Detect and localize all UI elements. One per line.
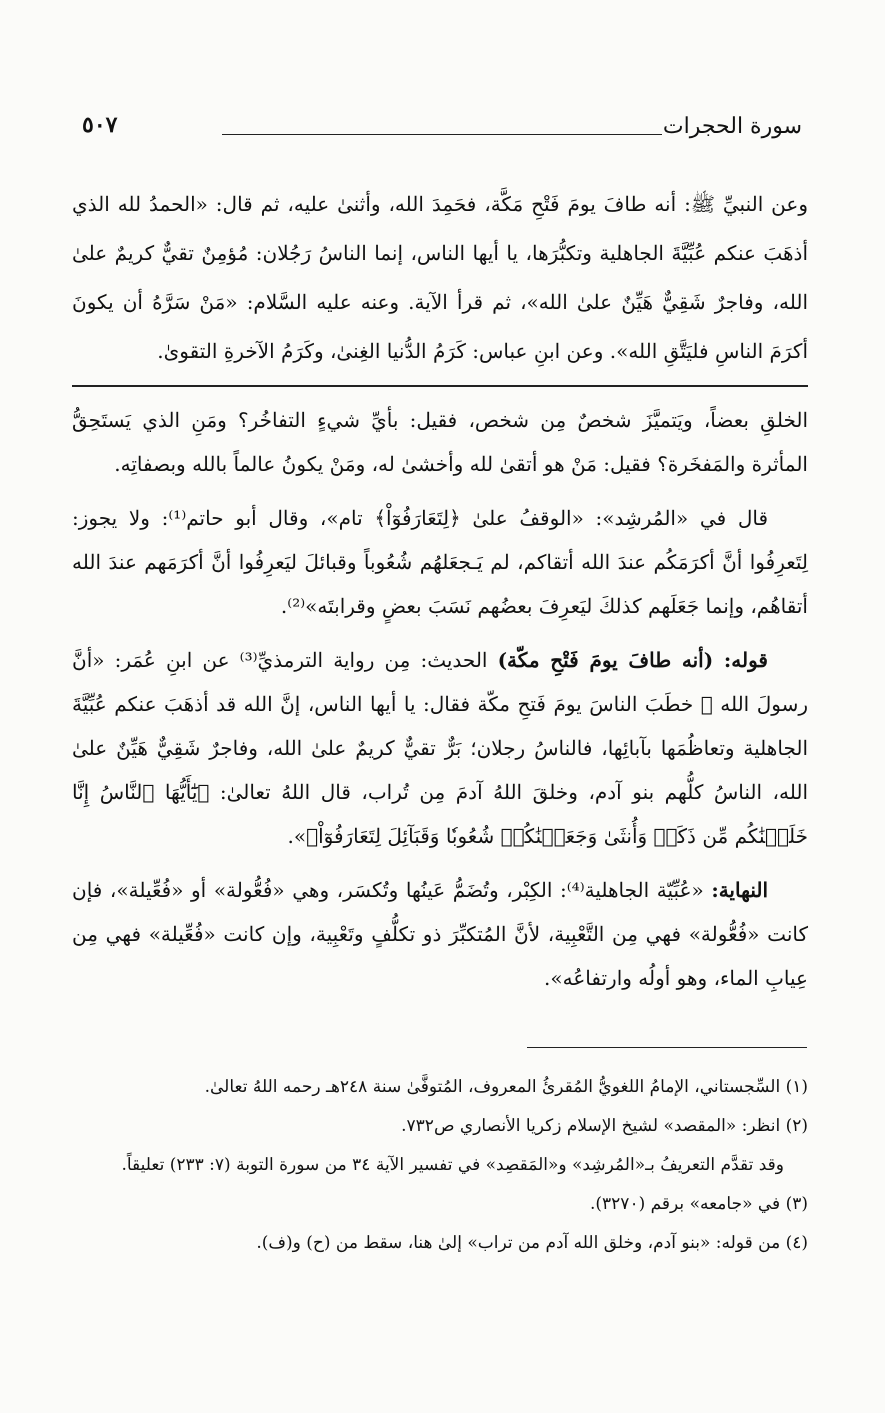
footnote: (٣) في «جامعه» برقم (٣٢٧٠). xyxy=(590,1194,808,1214)
commentary-lead: النهاية: xyxy=(711,878,768,902)
page-header xyxy=(82,112,802,152)
commentary-text: قال في «المُرشِد»: «الوقفُ علىٰ ﴿لِتَعَارَفُوٓاْ﴾ تام»، وقال أبو حاتم⁽¹⁾: ولا يجوز: لِتَعرِفُوا أنَّ أكرَمَكُم عندَ الله أتقاكم، لم يَـجعَلهُم شُعُوباً وقبائلَ ليَعرِفُوا أنَّ أكرَمَهم عندَ الله أتقاهُم، وإنما جَعَلَهم كذلكَ ليَعرِفَ بعضُهم نَسَبَ بعضٍ وقرابتَه»⁽²⁾. xyxy=(72,506,808,618)
footnote: (٢) انظر: «المقصد» لشيخ الإسلام زكريا الأنصاري ص٧٣٢. xyxy=(401,1116,808,1136)
surah-title: سورة الحجرات xyxy=(662,114,802,139)
commentary xyxy=(72,398,808,1010)
commentary-lead: قوله: (أنه طافَ يومَ فَتْحِ مكّة) xyxy=(497,648,768,672)
main-text: وعن النبيِّ ﷺ: أنه طافَ يومَ فَتْحِ مَكَّة، فحَمِدَ الله، وأثنىٰ عليه، ثم قال: «الحمدُ لله الذي أذهَبَ عنكم عُبِّيَّةَ الجاهلية وتكبُّرَها، يا أيها الناس، إنما الناسُ رَجُلان: مُؤمِنٌ تقيٌّ كريمٌ علىٰ الله، وفاجرٌ شَقِيٌّ هَيِّنٌ علىٰ الله»، ثم قرأ الآية. وعنه عليه السَّلام: «مَنْ سَرَّهُ أن يكونَ أكرَمَ الناسِ فليَتَّقِ الله». وعن ابنِ عباس: كَرَمُ الدُّنيا الغِنىٰ، وكَرَمُ الآخرةِ التقوىٰ. xyxy=(72,192,808,363)
commentary-paragraph xyxy=(72,868,808,1000)
commentary-text: الخلقِ بعضاً، ويَتميَّزَ شخصٌ مِن شخص، فقيل: بأيِّ شيءٍ التفاخُر؟ ومَنِ الذي يَستَحِقُّ المأثرة والمَفخَرة؟ فقيل: مَنْ هو أتقىٰ لله وأخشىٰ له، ومَنْ يكونُ عالماً بالله وبصفاتِه. xyxy=(72,408,808,476)
header-rule xyxy=(222,134,662,135)
commentary-paragraph xyxy=(72,398,808,486)
commentary-text: الحديث: مِن رواية الترمذيِّ⁽³⁾ عن ابنِ عُمَر: «أنَّ رسولَ الله ﷺ خطَبَ الناسَ يومَ فَتحِ مكّة فقال: يا أيها الناس، إنَّ الله قد أذهَبَ عنكم عُبِّيَّةَ الجاهلية وتعاظُمَها بآبائِها، فالناسُ رجلان؛ بَرٌّ تقيٌّ كريمٌ علىٰ الله، وفاجرٌ شَقِيٌّ هَيِّنٌ علىٰ الله، الناسُ كلُّهم بنو آدم، وخلقَ اللهُ آدمَ مِن تُراب، قال اللهُ تعالىٰ: ﴿يَٰٓأَيُّهَا ٱلنَّاسُ إِنَّا خَلَقۡنَٰكُم مِّن ذَكَرٖ وَأُنثَىٰ وَجَعَلۡنَٰكُمۡ شُعُوبٗا وَقَبَآئِلَ لِتَعَارَفُوٓاْ﴾». xyxy=(72,648,808,848)
main-text-divider xyxy=(72,385,808,387)
commentary-paragraph xyxy=(72,638,808,858)
page-number: ٥٠٧ xyxy=(82,112,118,138)
footnote: (١) السِّجستاني، الإمامُ اللغويُّ المُقرئُ المعروف، المُتوفَّىٰ سنة ٢٤٨هـ رحمه اللهُ تعالىٰ. xyxy=(204,1077,808,1097)
footnote-continuation: وقد تقدَّم التعريفُ بـ«المُرشِد» و«المَقصِد» في تفسير الآية ٣٤ من سورة التوبة (٧: ٢٣٣) تعليقاً. xyxy=(121,1155,784,1175)
commentary-paragraph xyxy=(72,496,808,628)
footnote: (٤) من قوله: «بنو آدم، وخلق الله آدم من تراب» إلىٰ هنا، سقط من (ح) و(ف). xyxy=(256,1233,808,1253)
footnote-separator xyxy=(527,1047,807,1048)
footnotes xyxy=(72,1068,808,1263)
commentary-text: «عُبِّيّة الجاهلية⁽⁴⁾: الكِبْر، وتُضَمُّ عَينُها وتُكسَر، وهي «فُعُّولة» أو «فُعِّيلة»، فإن كانت «فُعُّولة» فهي مِن التَّعْبِية، لأنَّ المُتكبِّرَ ذو تكلُّفٍ وتَعْبِية، وإن كانت «فُعِّيلة» فهي مِن عِيابِ الماء، وهو أولُه وارتفاعُه». xyxy=(72,878,808,990)
